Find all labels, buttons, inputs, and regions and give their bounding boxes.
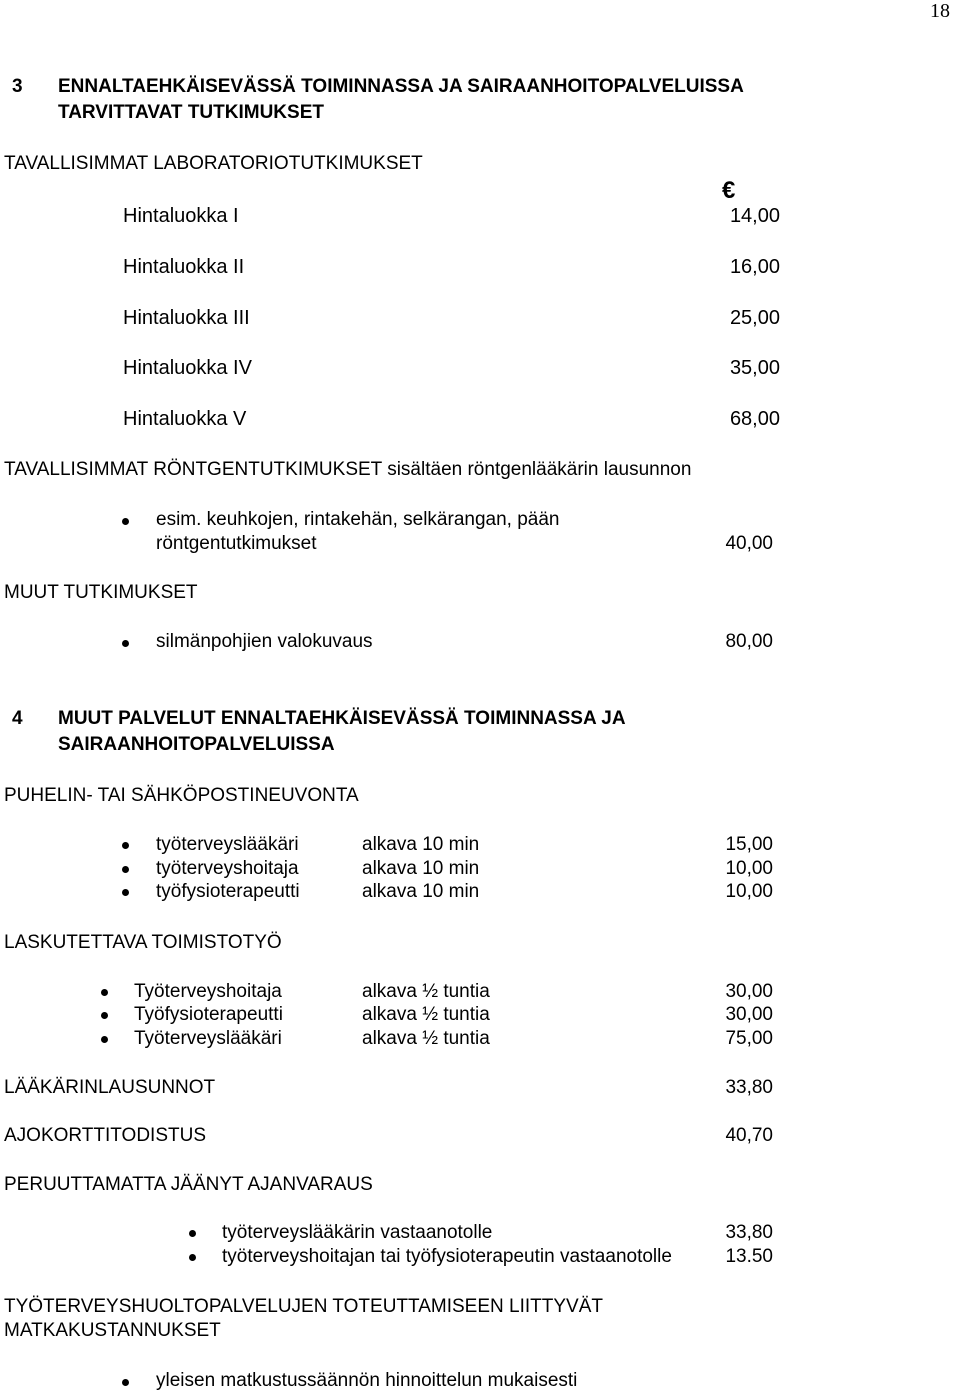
section-3-title-line1: ENNALTAEHKÄISEVÄSSÄ TOIMINNASSA JA SAIRAANHOITOPALVELUISSA	[58, 76, 744, 97]
driving-licence-label: AJOKORTTITODISTUS	[4, 1125, 206, 1146]
office-work-price: 30,00	[725, 1004, 773, 1025]
section-3-title-line2: TARVITTAVAT TUTKIMUKSET	[58, 102, 324, 123]
xray-item-line1: esim. keuhkojen, rintakehän, selkärangan, pään	[156, 509, 560, 530]
bullet-icon	[101, 989, 108, 996]
travel-costs-item: yleisen matkustussäännön hinnoittelun mukaisesti	[156, 1370, 578, 1391]
section-4-title-line2: SAIRAANHOITOPALVELUISSA	[58, 734, 335, 755]
section-4-title-line1: MUUT PALVELUT ENNALTAEHKÄISEVÄSSÄ TOIMINNASSA JA	[58, 708, 626, 729]
page-number: 18	[930, 0, 950, 22]
price-class-label: Hintaluokka III	[123, 307, 250, 329]
missed-appointment-heading: PERUUTTAMATTA JÄÄNYT AJANVARAUS	[4, 1174, 373, 1195]
xray-price: 40,00	[725, 533, 773, 554]
bullet-icon	[122, 866, 129, 873]
xray-heading: TAVALLISIMMAT RÖNTGENTUTKIMUKSET sisältäen röntgenlääkärin lausunnon	[4, 459, 692, 480]
price-class-label: Hintaluokka IV	[123, 357, 252, 379]
bullet-icon	[122, 842, 129, 849]
bullet-icon	[189, 1254, 196, 1261]
office-work-heading: LASKUTETTAVA TOIMISTOTYÖ	[4, 932, 282, 953]
bullet-icon	[122, 889, 129, 896]
office-work-role: Työfysioterapeutti	[134, 1004, 283, 1025]
bullet-icon	[101, 1012, 108, 1019]
bullet-icon	[122, 518, 129, 525]
phone-advice-role: työfysioterapeutti	[156, 881, 300, 902]
phone-advice-price: 15,00	[725, 834, 773, 855]
statements-label: LÄÄKÄRINLAUSUNNOT	[4, 1077, 216, 1098]
missed-appointment-price: 33,80	[725, 1222, 773, 1243]
phone-advice-heading: PUHELIN- TAI SÄHKÖPOSTINEUVONTA	[4, 785, 359, 806]
other-tests-heading: MUUT TUTKIMUKSET	[4, 582, 198, 603]
phone-advice-unit: alkava 10 min	[362, 858, 480, 879]
bullet-icon	[122, 640, 129, 647]
price-class-label: Hintaluokka I	[123, 205, 239, 227]
phone-advice-price: 10,00	[725, 881, 773, 902]
section-4-number: 4	[12, 708, 23, 729]
office-work-role: Työterveyshoitaja	[134, 981, 282, 1002]
phone-advice-price: 10,00	[725, 858, 773, 879]
other-tests-item: silmänpohjien valokuvaus	[156, 631, 373, 652]
travel-costs-heading-line1: TYÖTERVEYSHUOLTOPALVELUJEN TOTEUTTAMISEEN LIITTYVÄT	[4, 1296, 603, 1317]
lab-heading: TAVALLISIMMAT LABORATORIOTUTKIMUKSET	[4, 153, 423, 174]
price-class-value: 25,00	[729, 307, 780, 329]
bullet-icon	[122, 1379, 129, 1386]
travel-costs-heading-line2: MATKAKUSTANNUKSET	[4, 1320, 221, 1341]
office-work-unit: alkava ½ tuntia	[362, 1028, 490, 1049]
missed-appointment-price: 13.50	[725, 1246, 773, 1267]
price-class-label: Hintaluokka V	[123, 408, 247, 430]
bullet-icon	[101, 1036, 108, 1043]
missed-appointment-item: työterveyshoitajan tai työfysioterapeutin vastaanotolle	[222, 1246, 672, 1267]
bullet-icon	[189, 1230, 196, 1237]
phone-advice-unit: alkava 10 min	[362, 881, 480, 902]
price-class-value: 35,00	[729, 357, 780, 379]
statements-price: 33,80	[725, 1077, 773, 1098]
other-tests-price: 80,00	[725, 631, 773, 652]
office-work-unit: alkava ½ tuntia	[362, 1004, 490, 1025]
office-work-role: Työterveyslääkäri	[134, 1028, 282, 1049]
phone-advice-unit: alkava 10 min	[362, 834, 480, 855]
section-3-number: 3	[12, 76, 23, 97]
price-class-value: 68,00	[729, 408, 780, 430]
office-work-price: 30,00	[725, 981, 773, 1002]
office-work-price: 75,00	[725, 1028, 773, 1049]
missed-appointment-item: työterveyslääkärin vastaanotolle	[222, 1222, 493, 1243]
currency-symbol: €	[722, 177, 736, 204]
phone-advice-role: työterveyshoitaja	[156, 858, 299, 879]
driving-licence-price: 40,70	[725, 1125, 773, 1146]
office-work-unit: alkava ½ tuntia	[362, 981, 490, 1002]
price-class-value: 14,00	[729, 205, 780, 227]
xray-item-line2: röntgentutkimukset	[156, 533, 317, 554]
phone-advice-role: työterveyslääkäri	[156, 834, 299, 855]
price-class-label: Hintaluokka II	[123, 256, 245, 278]
price-class-value: 16,00	[729, 256, 780, 278]
